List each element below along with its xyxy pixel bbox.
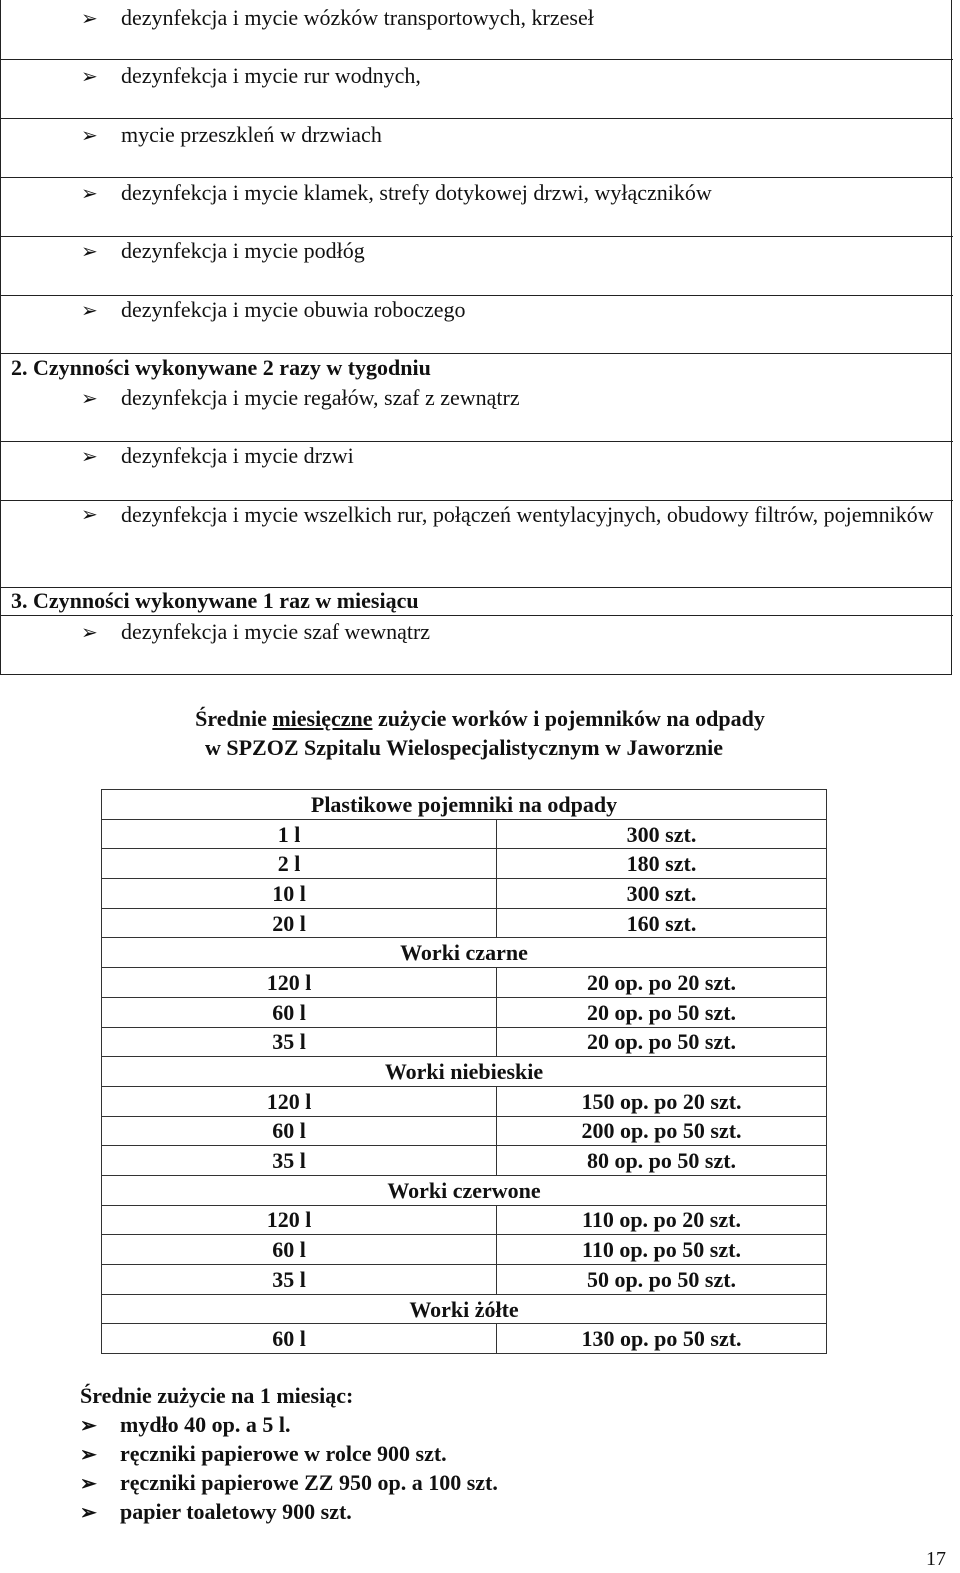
summary-title: Średnie zużycie na 1 miesiąc: xyxy=(80,1383,354,1408)
table-row xyxy=(102,1027,827,1057)
arrow-bullet-icon: ➢ xyxy=(81,388,98,410)
capacity-cell: 60 l xyxy=(102,997,497,1027)
table-row xyxy=(102,1086,827,1116)
list-item-text: mycie przeszkleń w drzwiach xyxy=(121,122,382,147)
quantity-cell: 200 op. po 50 szt. xyxy=(497,1116,827,1146)
section-3-title: 3. Czynności wykonywane 1 raz w miesiącu xyxy=(11,588,419,613)
summary-item xyxy=(80,1410,291,1441)
quantity-cell: 160 szt. xyxy=(497,908,827,938)
group-header-row xyxy=(102,1294,827,1324)
summary-item-text: papier toaletowy 900 szt. xyxy=(120,1499,352,1524)
table-row xyxy=(102,968,827,998)
capacity-cell: 60 l xyxy=(102,1324,497,1354)
list-item xyxy=(1,354,953,442)
arrow-bullet-icon: ➢ xyxy=(81,622,98,644)
quantity-cell: 300 szt. xyxy=(497,879,827,909)
quantity-cell: 150 op. po 20 szt. xyxy=(497,1086,827,1116)
quantity-cell: 80 op. po 50 szt. xyxy=(497,1146,827,1176)
heading-text-underlined: miesięczne xyxy=(272,706,373,731)
capacity-cell: 2 l xyxy=(102,849,497,879)
arrow-bullet-icon: ➢ xyxy=(80,1415,97,1437)
list-item xyxy=(1,501,953,590)
quantity-cell: 20 op. po 20 szt. xyxy=(497,968,827,998)
summary-item xyxy=(80,1497,352,1528)
list-item-text: dezynfekcja i mycie rur wodnych, xyxy=(121,63,421,88)
heading-text-post: zużycie worków i pojemników na odpady xyxy=(372,706,765,731)
table-row xyxy=(102,1324,827,1354)
summary-item xyxy=(80,1439,447,1470)
arrow-bullet-icon: ➢ xyxy=(81,8,98,30)
list-item xyxy=(1,296,953,355)
capacity-cell: 35 l xyxy=(102,1265,497,1295)
capacity-cell: 35 l xyxy=(102,1027,497,1057)
table-row xyxy=(102,1265,827,1295)
arrow-bullet-icon: ➢ xyxy=(81,300,98,322)
table-row xyxy=(102,879,827,909)
section-2-box xyxy=(0,353,952,589)
list-item-text: dezynfekcja i mycie wózków transportowych, krzeseł xyxy=(121,5,594,30)
table-row xyxy=(102,819,827,849)
table-row xyxy=(102,849,827,879)
table-row xyxy=(102,1205,827,1235)
section-3-box xyxy=(0,587,952,675)
group-header-row xyxy=(102,938,827,968)
list-item xyxy=(81,618,430,647)
quantity-cell: 110 op. po 20 szt. xyxy=(497,1205,827,1235)
group-header-row xyxy=(102,1057,827,1087)
section-3-title-row xyxy=(1,588,953,616)
group-header: Worki niebieskie xyxy=(102,1057,827,1087)
list-item xyxy=(1,119,953,178)
group-header: Plastikowe pojemniki na odpady xyxy=(102,790,827,820)
quantity-cell: 110 op. po 50 szt. xyxy=(497,1235,827,1265)
list-item xyxy=(1,178,953,237)
list-item xyxy=(1,0,953,60)
summary-item-text: ręczniki papierowe w rolce 900 szt. xyxy=(120,1441,447,1466)
capacity-cell: 1 l xyxy=(102,819,497,849)
group-header: Worki czerwone xyxy=(102,1175,827,1205)
arrow-bullet-icon: ➢ xyxy=(81,183,98,205)
quantity-cell: 180 szt. xyxy=(497,849,827,879)
capacity-cell: 60 l xyxy=(102,1235,497,1265)
arrow-bullet-icon: ➢ xyxy=(81,241,98,263)
heading-text-pre: Średnie xyxy=(195,706,273,731)
group-header: Worki czarne xyxy=(102,938,827,968)
table-row xyxy=(102,997,827,1027)
summary-item-text: ręczniki papierowe ZZ 950 op. a 100 szt. xyxy=(120,1470,498,1495)
page-number: 17 xyxy=(926,1548,946,1570)
group-header: Worki żółte xyxy=(102,1294,827,1324)
arrow-bullet-icon: ➢ xyxy=(81,125,98,147)
arrow-bullet-icon: ➢ xyxy=(80,1473,97,1495)
capacity-cell: 120 l xyxy=(102,1086,497,1116)
capacity-cell: 35 l xyxy=(102,1146,497,1176)
list-item-text: dezynfekcja i mycie regałów, szaf z zewnątrz xyxy=(121,385,520,410)
list-item-text: dezynfekcja i mycie szaf wewnątrz xyxy=(121,619,431,644)
table-row xyxy=(102,1235,827,1265)
list-item-text: dezynfekcja i mycie obuwia roboczego xyxy=(121,297,466,322)
table-row xyxy=(102,908,827,938)
table-row xyxy=(102,1146,827,1176)
summary-item-text: mydło 40 op. a 5 l. xyxy=(120,1412,291,1437)
capacity-cell: 20 l xyxy=(102,908,497,938)
quantity-cell: 20 op. po 50 szt. xyxy=(497,997,827,1027)
quantity-cell: 130 op. po 50 szt. xyxy=(497,1324,827,1354)
list-item-text: dezynfekcja i mycie drzwi xyxy=(121,443,354,468)
arrow-bullet-icon: ➢ xyxy=(81,504,98,526)
quantity-cell: 300 szt. xyxy=(497,819,827,849)
arrow-bullet-icon: ➢ xyxy=(81,446,98,468)
quantity-cell: 50 op. po 50 szt. xyxy=(497,1265,827,1295)
capacity-cell: 120 l xyxy=(102,968,497,998)
quantity-cell: 20 op. po 50 szt. xyxy=(497,1027,827,1057)
table-row xyxy=(102,1116,827,1146)
section-2-title: 2. Czynności wykonywane 2 razy w tygodniu xyxy=(11,355,431,380)
list-item-text: dezynfekcja i mycie klamek, strefy dotykowej drzwi, wyłączników xyxy=(121,180,712,205)
table-heading-line-2: w SPZOZ Szpitalu Wielospecjalistycznym w Jaworznie xyxy=(204,735,723,760)
group-header-row xyxy=(102,790,827,820)
list-item xyxy=(1,237,953,296)
capacity-cell: 120 l xyxy=(102,1205,497,1235)
arrow-bullet-icon: ➢ xyxy=(80,1444,97,1466)
capacity-cell: 60 l xyxy=(102,1116,497,1146)
list-item-text: dezynfekcja i mycie wszelkich rur, połączeń wentylacyjnych, obudowy filtrów, pojemników xyxy=(121,502,934,527)
capacity-cell: 10 l xyxy=(102,879,497,909)
arrow-bullet-icon: ➢ xyxy=(81,66,98,88)
list-item-text: dezynfekcja i mycie podłóg xyxy=(121,238,365,263)
list-item xyxy=(1,60,953,119)
list-item xyxy=(1,442,953,501)
summary-item xyxy=(80,1468,498,1499)
table-heading-line-1 xyxy=(0,704,960,733)
group-header-row xyxy=(102,1175,827,1205)
arrow-bullet-icon: ➢ xyxy=(80,1502,97,1524)
daily-items-box xyxy=(0,0,952,355)
waste-consumption-table xyxy=(101,789,827,1354)
